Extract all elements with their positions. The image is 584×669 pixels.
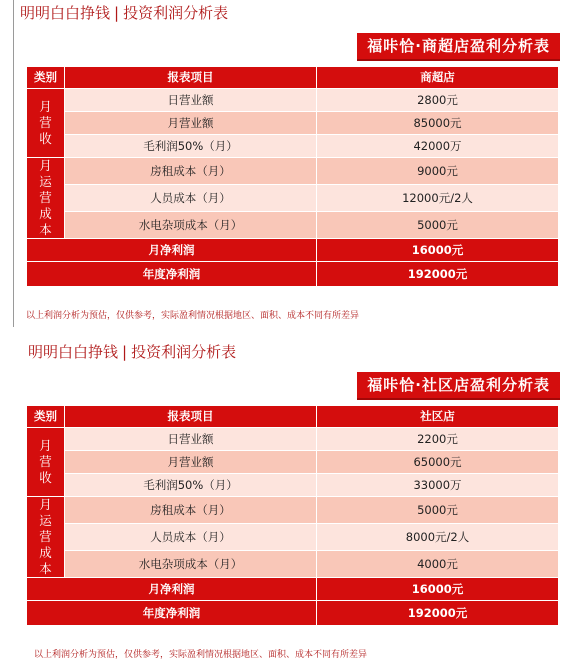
table-row [27,185,559,212]
table-header-row [27,67,559,89]
monthly-profit-row [27,239,559,262]
annual-profit-value: 192000元 [317,262,559,287]
row-item: 水电杂项成本（月） [65,551,317,578]
header-title: 明明白白挣钱 [20,4,111,22]
table-banner: 福咔恰·商超店盈利分析表 [357,33,560,59]
category-revenue: 月营收 [27,89,65,158]
disclaimer-note: 以上利润分析为预估，仅供参考，实际盈利情况根据地区、面积、成本不同有所差异 [34,650,368,660]
table-row [27,112,559,135]
row-value: 4000元 [317,551,559,578]
row-value: 9000元 [317,158,559,185]
row-value: 2200元 [317,428,559,451]
monthly-profit-row [27,578,559,601]
header-title: 明明白白挣钱 [28,343,119,361]
annual-profit-row [27,601,559,626]
row-item: 人员成本（月） [65,185,317,212]
row-item: 月营业额 [65,451,317,474]
row-item: 人员成本（月） [65,524,317,551]
annual-profit-value: 192000元 [317,601,559,626]
table-row [27,428,559,451]
section-header [28,343,236,361]
profit-table [26,405,558,626]
section-header [20,4,228,22]
row-value: 85000元 [317,112,559,135]
row-item: 月营业额 [65,112,317,135]
table-row [27,551,559,578]
table-row [27,135,559,158]
annual-profit-label: 年度净利润 [27,601,317,626]
col-category-header: 类别 [27,406,65,428]
profit-table [26,66,558,287]
table-header-row [27,406,559,428]
row-value: 2800元 [317,89,559,112]
table-row [27,451,559,474]
category-cost: 月运营成本 [27,497,65,578]
row-item: 房租成本（月） [65,158,317,185]
row-value: 33000万 [317,474,559,497]
annual-profit-row [27,262,559,287]
category-cost: 月运营成本 [27,158,65,239]
monthly-profit-label: 月净利润 [27,578,317,601]
table-row [27,524,559,551]
left-border-line [13,0,14,327]
monthly-profit-label: 月净利润 [27,239,317,262]
table-row [27,158,559,185]
row-value: 12000元/2人 [317,185,559,212]
table-banner: 福咔恰·社区店盈利分析表 [357,372,560,398]
monthly-profit-value: 16000元 [317,578,559,601]
row-value: 5000元 [317,212,559,239]
row-item: 毛利润50%（月） [65,474,317,497]
col-item-header: 报表项目 [65,67,317,89]
row-item: 日营业额 [65,428,317,451]
table-row [27,474,559,497]
row-item: 水电杂项成本（月） [65,212,317,239]
row-value: 65000元 [317,451,559,474]
col-store-header: 商超店 [317,67,559,89]
col-item-header: 报表项目 [65,406,317,428]
row-item: 毛利润50%（月） [65,135,317,158]
row-value: 8000元/2人 [317,524,559,551]
header-separator: | [114,4,120,22]
table-row [27,212,559,239]
header-subtitle: 投资利润分析表 [131,343,237,361]
annual-profit-label: 年度净利润 [27,262,317,287]
row-value: 42000万 [317,135,559,158]
monthly-profit-value: 16000元 [317,239,559,262]
col-store-header: 社区店 [317,406,559,428]
header-subtitle: 投资利润分析表 [123,4,229,22]
table-row [27,497,559,524]
col-category-header: 类别 [27,67,65,89]
category-revenue: 月营收 [27,428,65,497]
row-item: 日营业额 [65,89,317,112]
header-separator: | [122,343,128,361]
disclaimer-note: 以上利润分析为预估，仅供参考，实际盈利情况根据地区、面积、成本不同有所差异 [26,311,360,321]
row-item: 房租成本（月） [65,497,317,524]
table-row [27,89,559,112]
row-value: 5000元 [317,497,559,524]
